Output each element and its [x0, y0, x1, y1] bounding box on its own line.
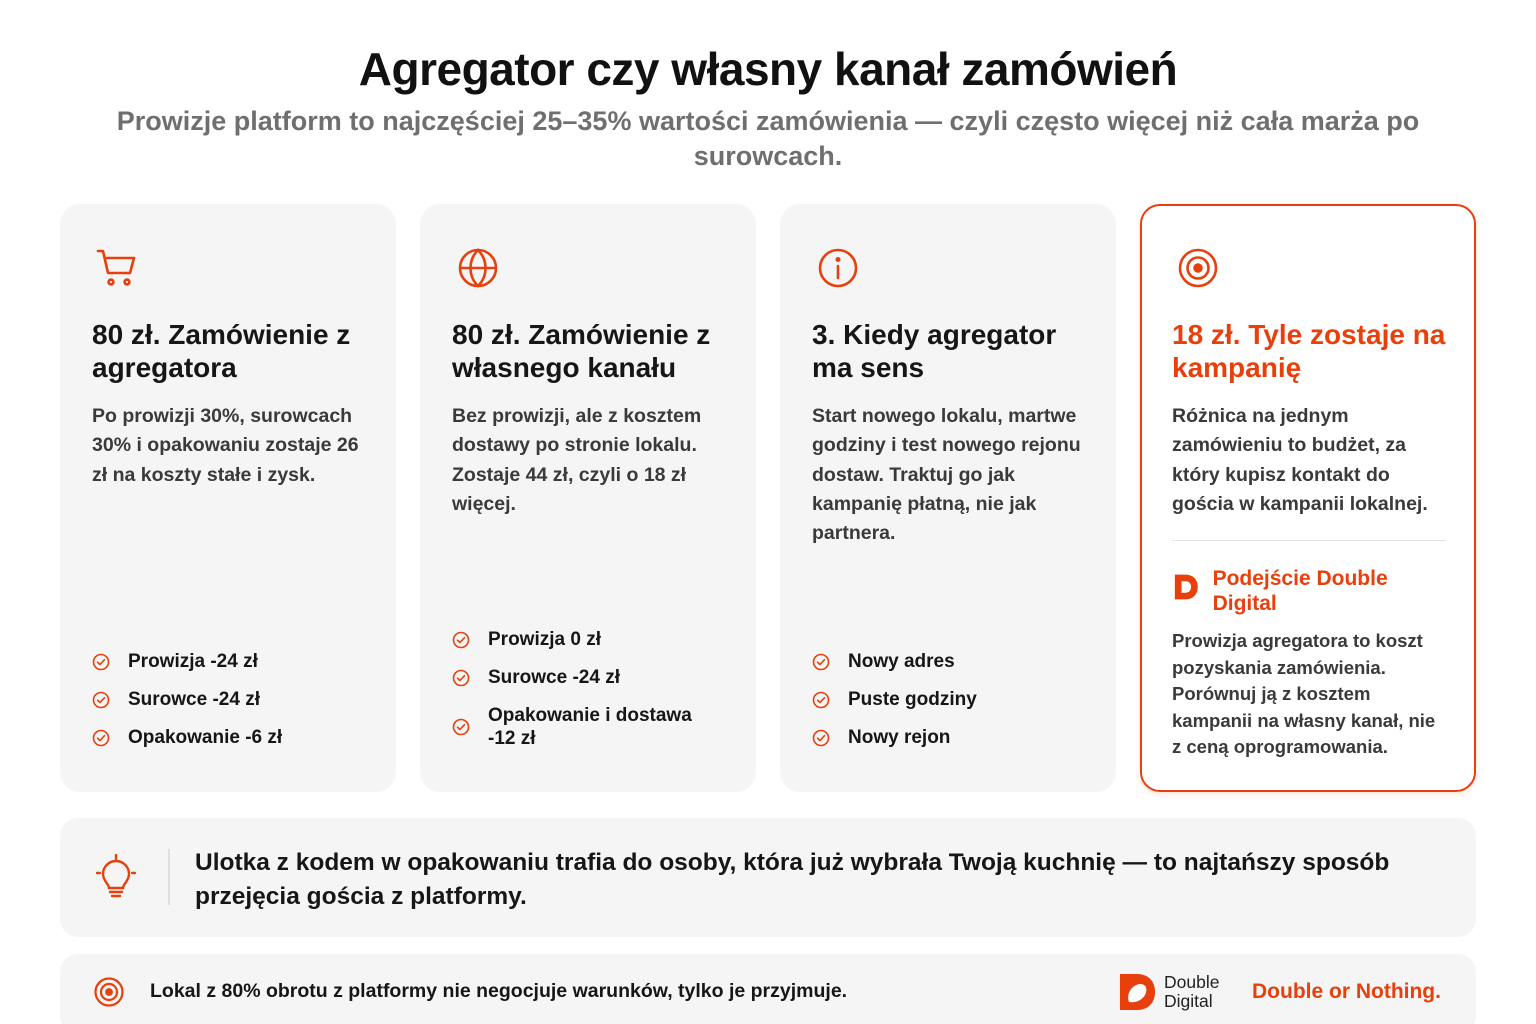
list-item-label: Surowce -24 zł — [488, 667, 620, 688]
card-title: 80 zł. Zamówienie z własnego kanału — [452, 319, 711, 383]
card-list — [452, 628, 732, 765]
check-circle-icon — [812, 691, 830, 709]
list-item — [92, 650, 372, 673]
footer-text: Lokal z 80% obrotu z platformy nie negocjuje warunków, tylko je przyjmuje. — [150, 980, 848, 1002]
globe-icon — [456, 246, 500, 290]
card-campaign-budget — [1140, 204, 1476, 792]
card-title: 3. Kiedy agregator ma sens — [812, 319, 1057, 383]
check-circle-icon — [92, 691, 110, 709]
check-circle-icon — [452, 631, 470, 649]
target-icon — [1176, 246, 1220, 290]
divider — [1172, 540, 1446, 541]
cart-icon — [96, 246, 140, 290]
list-item-label: Nowy adres — [848, 651, 955, 672]
list-item — [452, 704, 732, 750]
card-own-channel-order — [420, 204, 756, 792]
card-when-aggregator — [780, 204, 1116, 792]
double-digital-logo-icon — [1116, 971, 1158, 1013]
card-body: Różnica na jednym zamówieniu to budżet, za który kupisz kontakt do gościa w kampanii lokalnej. — [1172, 405, 1428, 515]
card-body: Start nowego lokalu, martwe godziny i test nowego rejonu dostaw. Traktuj go jak kampanię płatną, nie jak partnera. — [812, 405, 1081, 545]
footer-bar — [60, 954, 1476, 1024]
slogan: Double or Nothing. — [1252, 980, 1441, 1003]
approach-heading — [1172, 566, 1446, 616]
card-list — [812, 650, 1092, 764]
card-body: Bez prowizji, ale z kosztem dostawy po stronie lokalu. Zostaje 44 zł, czyli o 18 zł więcej. — [452, 405, 702, 515]
list-item — [812, 688, 1092, 711]
list-item-label: Puste godziny — [848, 689, 977, 710]
brand-name-line2: Digital — [1164, 991, 1213, 1011]
list-item — [812, 650, 1092, 673]
list-item-label: Surowce -24 zł — [128, 689, 260, 710]
list-item — [452, 628, 732, 651]
list-item — [92, 688, 372, 711]
target-icon — [93, 976, 125, 1008]
brand-logo — [1116, 971, 1219, 1013]
list-item-label: Opakowanie i dostawa -12 zł — [488, 705, 692, 749]
double-digital-logo-icon — [1172, 572, 1201, 602]
list-item — [92, 726, 372, 749]
divider — [168, 849, 170, 905]
info-icon — [816, 246, 860, 290]
card-title: 18 zł. Tyle zostaje na kampanię — [1172, 319, 1446, 383]
card-title: 80 zł. Zamówienie z agregatora — [92, 319, 351, 383]
list-item-label: Prowizja -24 zł — [128, 651, 258, 672]
brand-name-line1: Double — [1164, 972, 1220, 992]
check-circle-icon — [92, 653, 110, 671]
list-item-label: Opakowanie -6 zł — [128, 727, 283, 748]
card-aggregator-order — [60, 204, 396, 792]
approach-body: Prowizja agregatora to koszt pozyskania zamówienia. Porównuj ją z kosztem kampanii na własny kanał, nie z ceną oprogramowania. — [1172, 630, 1436, 757]
tip-text: Ulotka z kodem w opakowaniu trafia do osoby, która już wybrała Twoją kuchnię — to najtańszy sposób przejęcia gościa z platformy. — [195, 849, 1390, 910]
list-item-label: Prowizja 0 zł — [488, 629, 601, 650]
check-circle-icon — [92, 729, 110, 747]
card-list — [92, 650, 372, 764]
list-item — [812, 726, 1092, 749]
page-title: Agregator czy własny kanał zamówień — [358, 43, 1178, 95]
page-subtitle: Prowizje platform to najczęściej 25–35% wartości zamówienia — czyli często więcej niż cała marża po surowcach. — [116, 106, 1420, 171]
list-item — [452, 666, 732, 689]
card-body: Po prowizji 30%, surowcach 30% i opakowaniu zostaje 26 zł na koszty stałe i zysk. — [92, 405, 359, 486]
lightbulb-icon — [96, 854, 136, 898]
check-circle-icon — [812, 653, 830, 671]
check-circle-icon — [452, 669, 470, 687]
brand-name — [1164, 973, 1219, 1011]
tip-banner — [60, 818, 1476, 937]
check-circle-icon — [452, 718, 470, 736]
check-circle-icon — [812, 729, 830, 747]
list-item-label: Nowy rejon — [848, 727, 951, 748]
approach-title: Podejście Double Digital — [1212, 567, 1388, 615]
